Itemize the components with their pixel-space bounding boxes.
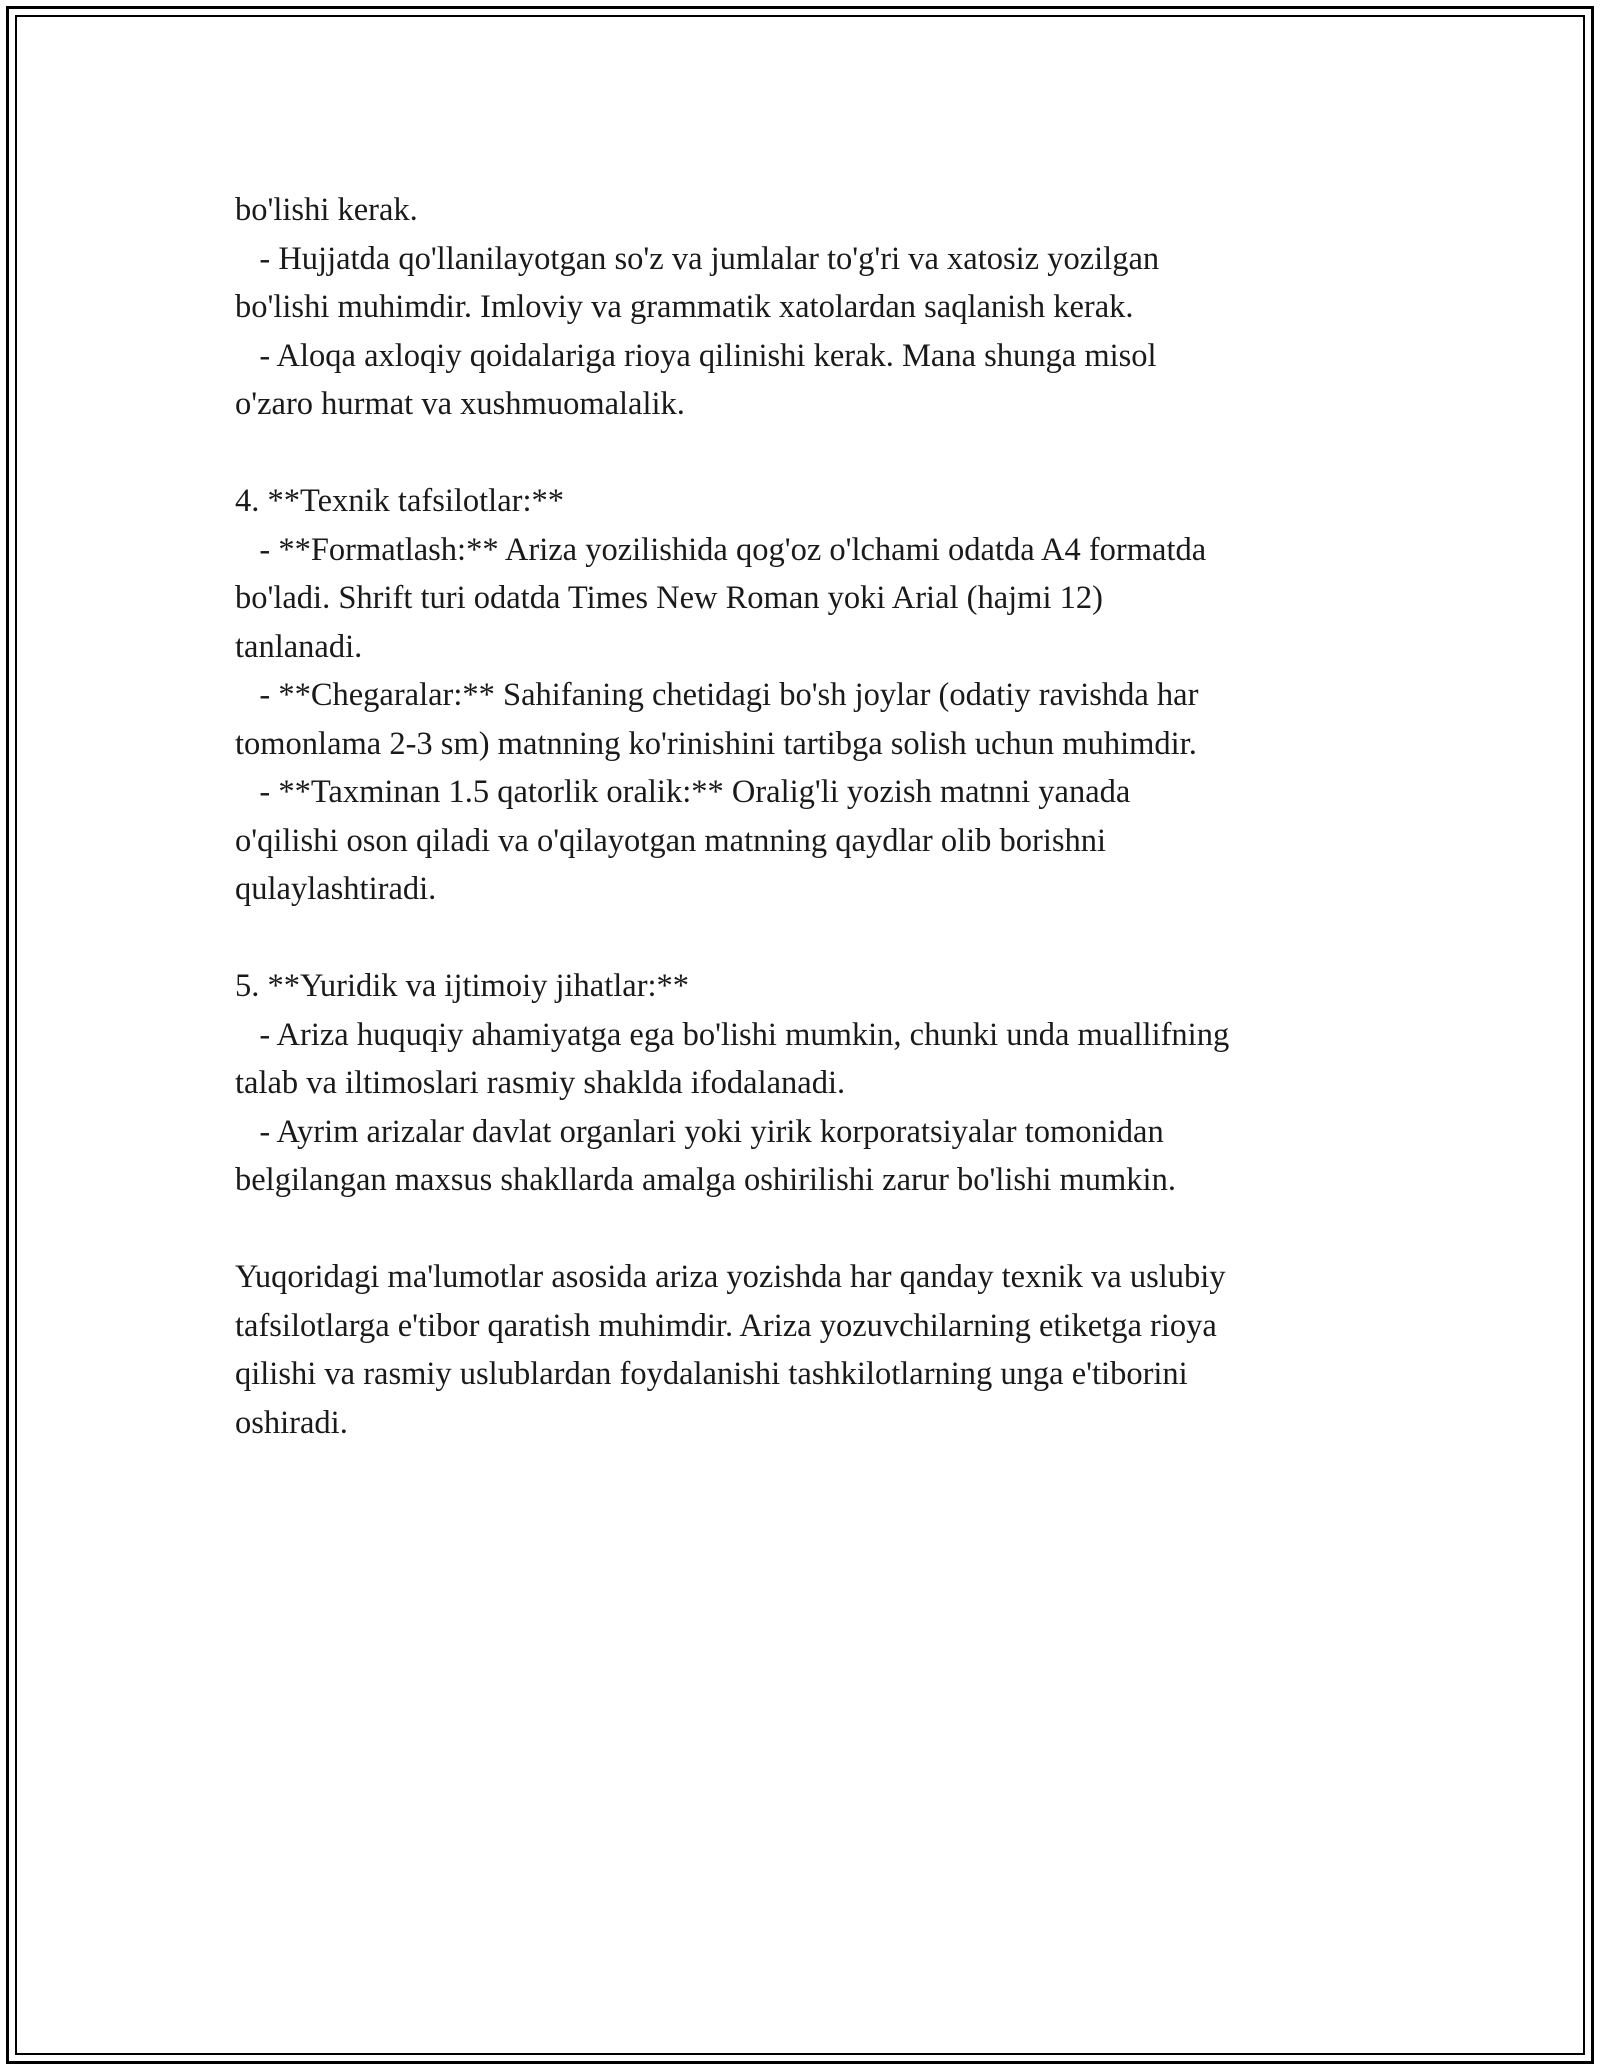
blank-line	[235, 1205, 1435, 1254]
section-heading: 5. **Yuridik va ijtimoiy jihatlar:**	[235, 968, 690, 1004]
text-line: - **Chegaralar:** Sahifaning chetidagi bo'sh joylar (odatiy ravishda har	[235, 677, 1199, 713]
text-line: tafsilotlarga e'tibor qaratish muhimdir. Ariza yozuvchilarning etiketga rioya	[235, 1307, 1217, 1344]
text-line: belgilangan maxsus shakllarda amalga oshirilishi zarur bo'lishi mumkin.	[235, 1162, 1176, 1198]
text-line: tomonlama 2-3 sm) matnning ko'rinishini tartibga solish uchun muhimdir.	[235, 725, 1197, 762]
text-line: bo'lishi kerak.	[235, 192, 418, 228]
text-line: Yuqoridagi ma'lumotlar asosida ariza yozishda har qanday texnik va uslubiy	[235, 1259, 1226, 1295]
blank-line	[235, 914, 1435, 963]
text-line: oshiradi.	[235, 1404, 348, 1441]
text-line: o'zaro hurmat va xushmuomalalik.	[235, 386, 685, 422]
text-line: tanlanadi.	[235, 628, 363, 665]
text-line: - Ayrim arizalar davlat organlari yoki yirik korporatsiyalar tomonidan	[235, 1113, 1164, 1150]
section-heading: 4. **Texnik tafsilotlar:**	[235, 483, 564, 519]
text-line: qilishi va rasmiy uslublardan foydalanishi tashkilotlarning unga e'tiborini	[235, 1356, 1188, 1392]
text-line: - Aloqa axloqiy qoidalariga rioya qilinishi kerak. Mana shunga misol	[235, 337, 1157, 374]
text-line: - Ariza huquqiy ahamiyatga ega bo'lishi mumkin, chunki unda muallifning	[235, 1016, 1230, 1053]
text-line: bo'lishi muhimdir. Imloviy va grammatik xatolardan saqlanish kerak.	[235, 289, 1134, 325]
text-line: o'qilishi oson qiladi va o'qilayotgan matnning qaydlar olib borishni	[235, 822, 1107, 859]
text-line: - **Formatlash:** Ariza yozilishida qog'oz o'lchami odatda A4 formatda	[235, 531, 1207, 568]
text-line: qulaylashtiradi.	[235, 871, 437, 907]
text-line: bo'ladi. Shrift turi odatda Times New Roman yoki Arial (hajmi 12)	[235, 580, 1103, 616]
document-body	[235, 186, 1435, 1447]
blank-line	[235, 429, 1435, 478]
text-line: talab va iltimoslari rasmiy shaklda ifodalanadi.	[235, 1065, 846, 1101]
text-line: - Hujjatda qo'llanilayotgan so'z va jumlalar to'g'ri va xatosiz yozilgan	[235, 240, 1160, 277]
text-line: - **Taxminan 1.5 qatorlik oralik:** Oralig'li yozish matnni yanada	[235, 774, 1131, 810]
